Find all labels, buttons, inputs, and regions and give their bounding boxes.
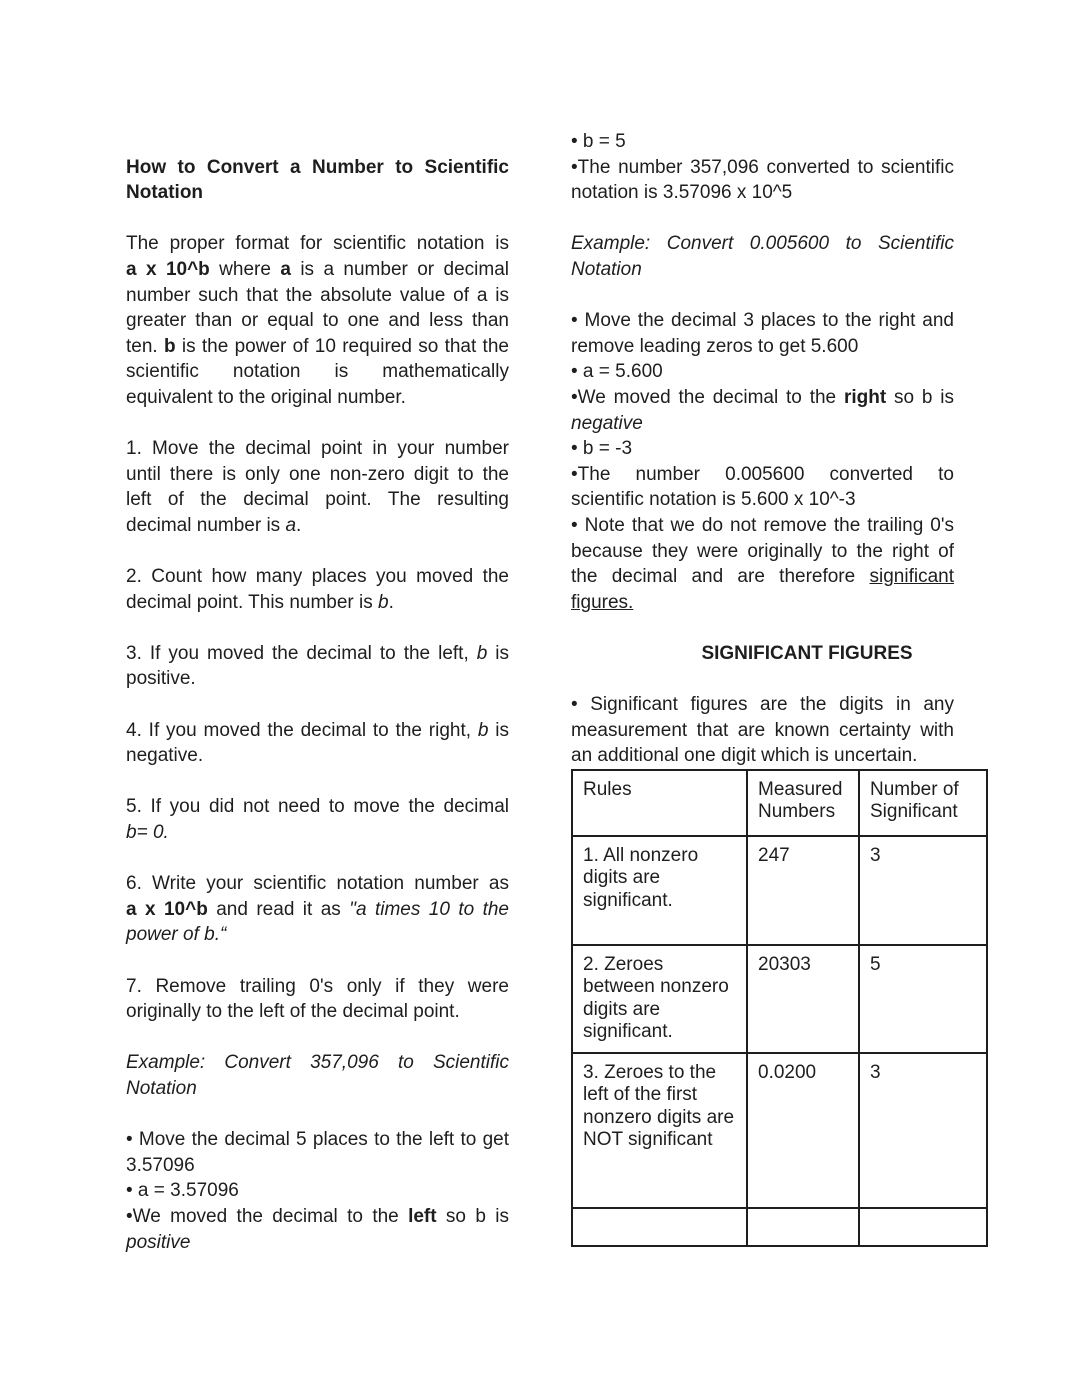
bullet-moved-right-line-1	[571, 385, 954, 411]
text-run: 5. If you did not need to move the decimal	[126, 796, 509, 818]
example-0005600-heading-line-1	[571, 231, 954, 257]
text-run: 3. If you moved the decimal to the left,	[126, 642, 477, 664]
step-5-line-2	[126, 820, 509, 846]
text-run: the decimal and are therefore	[571, 566, 870, 588]
text-run: The proper format for scientific notation is	[126, 233, 509, 255]
heading-how-to-convert-line-2	[126, 180, 509, 206]
text-run: is	[487, 642, 510, 664]
text-run: originally to the left of the decimal point.	[126, 1001, 460, 1023]
text-run: remove leading zeros to get 5.600	[571, 335, 859, 357]
bullet-b-neg3-line-1	[571, 436, 954, 462]
intro-paragraph-line-3	[126, 283, 509, 309]
step-1-line-3	[126, 487, 509, 513]
text-run: right	[843, 386, 887, 408]
bullet-note-trailing-zeros-line-4	[571, 590, 954, 616]
text-run: equivalent to the original number.	[126, 386, 406, 408]
column-header-measured-numbers: Measured Numbers	[747, 770, 859, 836]
table-cell-r4-c1	[572, 1208, 747, 1246]
bullet-moved-right-line-2	[571, 411, 954, 437]
text-run: 6. Write your scientific notation number as	[126, 873, 509, 895]
step-3	[126, 641, 509, 692]
text-run: ten.	[126, 335, 164, 357]
bullet-note-trailing-zeros-line-1	[571, 513, 954, 539]
bullet-b-5-line-1	[571, 129, 954, 155]
text-run: Notation	[126, 182, 204, 204]
text-run: • a = 5.600	[571, 361, 663, 383]
step-4-line-2	[126, 743, 509, 769]
table-cell-r2-c1: 2. Zeroes between nonzero digits are significant.	[572, 945, 747, 1053]
step-6-line-2	[126, 897, 509, 923]
bullet-note-trailing-zeros-line-3	[571, 564, 954, 590]
text-run: • Move the decimal 3 places to the right and	[571, 310, 954, 332]
step-4	[126, 718, 509, 769]
bullet-0005600-converted	[571, 462, 954, 513]
text-run: scientific notation is mathematically	[126, 361, 509, 383]
table-cell-r3-c1: 3. Zeroes to the left of the first nonzero digits are NOT significant	[572, 1053, 747, 1208]
table-body	[572, 836, 987, 1246]
text-run: left	[408, 1205, 437, 1227]
bullet-a-5600	[571, 359, 954, 385]
step-1-line-2	[126, 462, 509, 488]
step-4-line-1	[126, 718, 509, 744]
text-run: left of the decimal point. The resulting	[126, 489, 509, 511]
step-7	[126, 974, 509, 1025]
text-run: •We moved the decimal to the	[126, 1205, 409, 1227]
step-1	[126, 436, 509, 538]
bullet-a-357096-line-1	[126, 1178, 509, 1204]
text-run: negative.	[126, 745, 204, 767]
text-run: an additional one digit which is uncertain.	[571, 745, 918, 767]
text-run: is a number or decimal	[290, 258, 510, 280]
text-run: •We moved the decimal to the	[571, 386, 844, 408]
right-column	[571, 129, 959, 1247]
bullet-357096-converted	[571, 155, 954, 206]
example-0005600-heading-line-2	[571, 257, 954, 283]
step-6-line-3	[126, 922, 509, 948]
text-run: decimal point. This number is	[126, 591, 379, 613]
bullet-a-357096	[126, 1178, 509, 1204]
text-run: • Note that we do not remove the trailing 0's	[571, 514, 954, 536]
text-run: Example: Convert 0.005600 to Scientific	[571, 233, 954, 255]
example-357096-heading-line-2	[126, 1076, 509, 1102]
significant-figures-intro-line-2	[571, 718, 954, 744]
text-run: is the power of 10 required so that the	[175, 335, 509, 357]
bullet-move-left-line-2	[126, 1153, 509, 1179]
text-run: 3.57096	[126, 1154, 195, 1176]
significant-figures-heading-line-1	[571, 641, 1043, 667]
bullet-move-right-line-1	[571, 308, 954, 334]
step-7-line-1	[126, 974, 509, 1000]
table-row-2	[572, 945, 987, 1053]
bullet-moved-left	[126, 1204, 509, 1255]
text-run: because they were originally to the right of	[571, 540, 954, 562]
text-run: Example: Convert 357,096 to Scientific	[126, 1052, 509, 1074]
text-run: 7. Remove trailing 0's only if they were	[126, 975, 509, 997]
step-7-line-2	[126, 999, 509, 1025]
text-run: •The number 357,096 converted to scientific	[571, 156, 954, 178]
intro-paragraph-line-7	[126, 385, 509, 411]
bullet-move-right-line-2	[571, 334, 954, 360]
text-run: power of b.“	[126, 924, 227, 946]
bullet-move-right	[571, 308, 954, 359]
text-run: 2. Count how many places you moved the	[126, 566, 509, 588]
text-run: • Move the decimal 5 places to the left to get	[126, 1129, 509, 1151]
intro-paragraph-line-5	[126, 334, 509, 360]
example-357096-heading	[126, 1050, 509, 1101]
text-run: greater than or equal to one and less than	[126, 310, 509, 332]
text-run: SIGNIFICANT FIGURES	[701, 642, 913, 664]
text-run: Notation	[571, 258, 642, 280]
table-cell-r2-c2: 20303	[747, 945, 859, 1053]
text-run: b	[477, 719, 489, 741]
bullet-a-5600-line-1	[571, 359, 954, 385]
text-run: •The number 0.005600 converted to	[571, 463, 954, 485]
bullet-357096-converted-line-1	[571, 155, 954, 181]
example-0005600-heading	[571, 231, 954, 282]
example-357096-heading-line-1	[126, 1050, 509, 1076]
bullet-move-left-line-1	[126, 1127, 509, 1153]
text-run: a	[280, 258, 291, 280]
text-run: • a = 3.57096	[126, 1180, 239, 1202]
bullet-move-left	[126, 1127, 509, 1178]
table-cell-r1-c2: 247	[747, 836, 859, 945]
heading-how-to-convert	[126, 155, 509, 206]
step-5	[126, 794, 509, 845]
text-run: b	[163, 335, 176, 357]
text-run: b= 0.	[126, 822, 169, 844]
text-run: positive.	[126, 668, 196, 690]
table-row-4	[572, 1208, 987, 1246]
table-cell-r3-c2: 0.0200	[747, 1053, 859, 1208]
intro-paragraph-line-4	[126, 308, 509, 334]
left-column	[126, 129, 509, 1255]
intro-paragraph-line-2	[126, 257, 509, 283]
table-cell-r3-c3: 3	[859, 1053, 987, 1208]
bullet-b-5	[571, 129, 954, 155]
step-1-line-4	[126, 513, 509, 539]
column-header-rules: Rules	[572, 770, 747, 836]
table-cell-r2-c3: 5	[859, 945, 987, 1053]
step-2-line-1	[126, 564, 509, 590]
text-run: a	[285, 514, 297, 536]
intro-paragraph-line-1	[126, 231, 509, 257]
significant-figures-intro-line-3	[571, 743, 954, 769]
text-run: is	[488, 719, 509, 741]
table-cell-r4-c3	[859, 1208, 987, 1246]
text-run: b	[476, 642, 488, 664]
bullet-0005600-converted-line-2	[571, 487, 954, 513]
text-run: • Significant figures are the digits in any	[571, 694, 954, 716]
heading-how-to-convert-line-1	[126, 155, 509, 181]
text-run: 1. Move the decimal point in your number	[126, 438, 509, 460]
bullet-moved-left-line-2	[126, 1230, 509, 1256]
step-1-line-1	[126, 436, 509, 462]
text-run: .	[388, 591, 394, 613]
right-column-text	[571, 129, 954, 769]
step-6-line-1	[126, 871, 509, 897]
bullet-note-trailing-zeros-line-2	[571, 539, 954, 565]
text-run: .	[296, 514, 302, 536]
table-header	[572, 770, 987, 836]
text-run: Notation	[126, 1077, 197, 1099]
bullet-357096-converted-line-2	[571, 180, 954, 206]
bullet-moved-right	[571, 385, 954, 436]
text-run: "a times 10 to the	[349, 898, 509, 920]
step-2	[126, 564, 509, 615]
text-run: and read it as	[207, 898, 350, 920]
text-run: • b = 5	[571, 131, 626, 152]
text-run: where	[209, 258, 281, 280]
table-cell-r1-c1: 1. All nonzero digits are significant.	[572, 836, 747, 945]
text-run: number such that the absolute value of a is	[126, 284, 509, 306]
text-run: negative	[571, 412, 643, 434]
table-cell-r1-c3: 3	[859, 836, 987, 945]
text-run: decimal number is	[126, 514, 286, 536]
step-3-line-1	[126, 641, 509, 667]
text-run: so b is	[436, 1205, 509, 1227]
step-6	[126, 871, 509, 948]
table-row-3	[572, 1053, 987, 1208]
step-5-line-1	[126, 794, 509, 820]
text-run: significant	[869, 566, 954, 588]
intro-paragraph-line-6	[126, 359, 509, 385]
table-header-row	[572, 770, 987, 836]
bullet-moved-left-line-1	[126, 1204, 509, 1230]
text-run: until there is only one non-zero digit to the	[126, 463, 509, 485]
text-run: b	[378, 591, 389, 613]
text-run: 4. If you moved the decimal to the right,	[126, 719, 478, 741]
text-run: figures.	[571, 591, 634, 613]
column-header-number-of-significant: Number of Significant	[859, 770, 987, 836]
step-2-line-2	[126, 590, 509, 616]
text-run: a x 10^b	[126, 898, 208, 920]
intro-paragraph	[126, 231, 509, 410]
table-cell-r4-c2	[747, 1208, 859, 1246]
significant-figures-table	[571, 769, 988, 1247]
text-run: notation is 3.57096 x 10^5	[571, 182, 793, 204]
significant-figures-heading	[571, 641, 1043, 667]
bullet-note-trailing-zeros	[571, 513, 954, 615]
significant-figures-intro-line-1	[571, 692, 954, 718]
bullet-b-neg3	[571, 436, 954, 462]
text-run: • b = -3	[571, 438, 633, 460]
text-run: a x 10^b	[126, 258, 210, 280]
text-run: scientific notation is 5.600 x 10^-3	[571, 489, 856, 511]
significant-figures-intro	[571, 692, 954, 769]
text-run: How to Convert a Number to Scientific	[126, 156, 509, 178]
text-run: positive	[126, 1231, 191, 1253]
text-run: so b is	[886, 386, 954, 408]
text-run: measurement that are known certainty with	[571, 719, 954, 741]
table-row-1	[572, 836, 987, 945]
bullet-0005600-converted-line-1	[571, 462, 954, 488]
step-3-line-2	[126, 666, 509, 692]
